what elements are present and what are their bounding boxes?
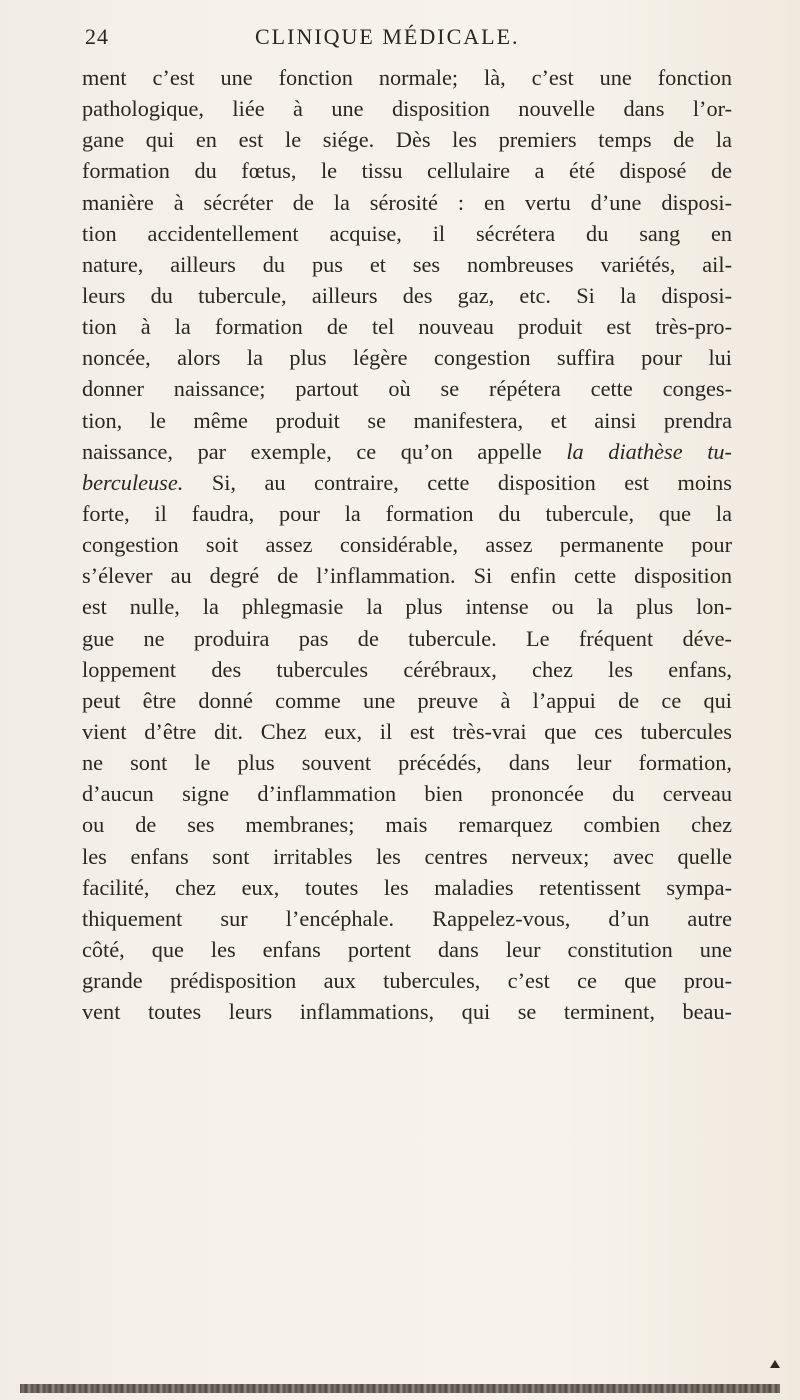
text-line: congestion soit assez considérable, assez permanente pour	[82, 532, 732, 558]
page-edge-border	[20, 1384, 780, 1393]
running-title: CLINIQUE MÉDICALE.	[255, 24, 520, 49]
text-line-with-italic: berculeuse. Si, au contraire, cette disposition est moins	[82, 469, 732, 495]
text-line: tion, le même produit se manifestera, et ainsi prendra	[82, 407, 732, 433]
text-line: côté, que les enfans portent dans leur constitution une	[82, 936, 732, 962]
text-line: gue ne produira pas de tubercule. Le fréquent déve-	[82, 625, 732, 651]
page-number: 24	[85, 24, 109, 49]
printer-mark-icon	[770, 1360, 780, 1368]
text-line: est nulle, la phlegmasie la plus intense ou la plus lon-	[82, 594, 732, 620]
text-line: loppement des tubercules cérébraux, chez les enfans,	[82, 656, 732, 682]
page-header	[85, 18, 725, 58]
text-line: d’aucun signe d’inflammation bien prononcée du cerveau	[82, 781, 732, 807]
text-line: gane qui en est le siége. Dès les premiers temps de la	[82, 127, 732, 153]
text-line: ou de ses membranes; mais remarquez combien chez	[82, 812, 732, 838]
text-line-with-italic: naissance, par exemple, ce qu’on appelle la diathèse tu-	[82, 438, 732, 464]
text-line: donner naissance; partout où se répétera cette conges-	[82, 376, 732, 402]
text-line: nature, ailleurs du pus et ses nombreuses variétés, ail-	[82, 251, 732, 277]
text-line: facilité, chez eux, toutes les maladies retentissent sympa-	[82, 874, 732, 900]
body-text	[82, 62, 732, 1027]
text-line: thiquement sur l’encéphale. Rappelez-vous, d’un autre	[82, 905, 732, 931]
text-line: formation du fœtus, le tissu cellulaire a été disposé de	[82, 158, 732, 184]
text-line: leurs du tubercule, ailleurs des gaz, etc. Si la disposi-	[82, 282, 732, 308]
text-line: peut être donné comme une preuve à l’appui de ce qui	[82, 687, 732, 713]
text-line: noncée, alors la plus légère congestion suffira pour lui	[82, 345, 732, 371]
text-line: grande prédisposition aux tubercules, c’est ce que prou-	[82, 968, 732, 994]
text-line: vent toutes leurs inflammations, qui se terminent, beau-	[82, 999, 732, 1025]
text-line: les enfans sont irritables les centres nerveux; avec quelle	[82, 843, 732, 869]
text-line: tion accidentellement acquise, il sécrétera du sang en	[82, 220, 732, 246]
text-line: s’élever au degré de l’inflammation. Si enfin cette disposition	[82, 563, 732, 589]
text-line: forte, il faudra, pour la formation du tubercule, que la	[82, 500, 732, 526]
text-line: pathologique, liée à une disposition nouvelle dans l’or-	[82, 96, 732, 122]
text-line: ne sont le plus souvent précédés, dans leur formation,	[82, 750, 732, 776]
text-line: tion à la formation de tel nouveau produit est très-pro-	[82, 314, 732, 340]
text-line: vient d’être dit. Chez eux, il est très-vrai que ces tubercules	[82, 718, 732, 744]
text-line: ment c’est une fonction normale; là, c’est une fonction	[82, 65, 732, 90]
text-line: manière à sécréter de la sérosité : en vertu d’une disposi-	[82, 189, 732, 215]
